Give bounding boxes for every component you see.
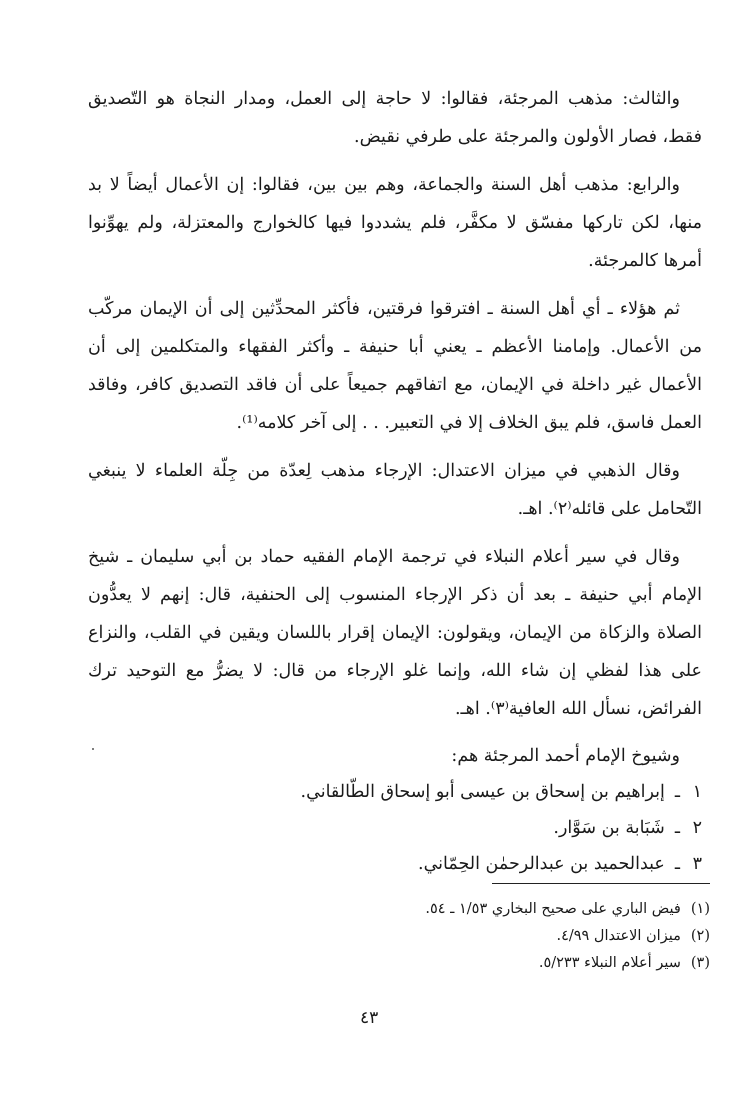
footnote-text: سير أعلام النبلاء ٥/٢٣٣. bbox=[538, 955, 681, 971]
footnote-mark: (٢) bbox=[690, 928, 710, 944]
page-number: ٤٣ bbox=[360, 1008, 379, 1028]
footnote-mark: (١) bbox=[690, 901, 710, 917]
list-item bbox=[88, 810, 702, 846]
list-item-dash: ـ bbox=[674, 818, 680, 838]
footnotes bbox=[425, 896, 710, 977]
list-item-number: ٢ bbox=[692, 818, 702, 838]
page-body bbox=[88, 80, 702, 882]
list-item-text: شَبَابة بن سَوَّار. bbox=[553, 818, 665, 838]
list-item-text: إبراهيم بن إسحاق بن عيسى أبو إسحاق الطّالقاني. bbox=[300, 782, 665, 802]
footnote bbox=[425, 950, 710, 977]
footnote bbox=[425, 896, 710, 923]
footnote-text: ميزان الاعتدال ٤/٩٩. bbox=[556, 928, 681, 944]
shaykhs-list bbox=[88, 774, 702, 882]
paragraph-text: ثم هؤلاء ـ أي أهل السنة ـ افترقوا فرقتين، فأكثر المحدِّثين إلى أن الإيمان مركّب من الأعمال. وإمامنا الأعظم ـ يعني أبا حنيفة ـ وأكثر الفقهاء والمتكلمين إلى أن الأعمال غير داخلة في الإيمان، مع اتفاقهم جميعاً على أن فاقد التصديق كافر، وفاقد العمل فاسق، فلم يبق الخلاف إلا في التعبير. . . إلى آخر كلامه⁽¹⁾. bbox=[88, 299, 702, 433]
paragraph-text: وقال في سير أعلام النبلاء في ترجمة الإمام الفقيه حماد بن أبي سليمان ـ شيخ الإمام أبي حنيفة ـ بعد أن ذكر الإرجاء المنسوب إلى الحنفية، قال: إنهم لا يعدُّون الصلاة والزكاة من الإيمان، ويقولون: الإيمان إقرار باللسان ويقين في القلب، والنزاع على هذا لفظي إن شاء الله، وإنما غلو الإرجاء من قال: لا يضرُّ مع التوحيد ترك الفرائض، نسأل الله العافية⁽٣⁾. اهـ. bbox=[88, 547, 702, 719]
list-item-number: ١ bbox=[692, 782, 702, 802]
paragraph-dhahabi-mizan bbox=[88, 452, 702, 528]
list-item bbox=[88, 774, 702, 810]
footnote-divider bbox=[492, 883, 710, 884]
footnote-text: فيض الباري على صحيح البخاري ١/٥٣ ـ ٥٤. bbox=[425, 901, 681, 917]
paragraph-fourth-view bbox=[88, 166, 702, 280]
list-item-number: ٣ bbox=[692, 854, 702, 874]
paragraph-third-view bbox=[88, 80, 702, 156]
list-intro: وشيوخ الإمام أحمد المرجئة هم: bbox=[451, 746, 680, 766]
list-item-text: عبدالحميد بن عبدالرحمٰن الحِمّاني. bbox=[418, 854, 665, 874]
paragraph-text: والثالث: مذهب المرجئة، فقالوا: لا حاجة إلى العمل، ومدار النجاة هو التّصديق فقط، فصار الأولون والمرجئة على طرفي نقيض. bbox=[88, 89, 702, 147]
paragraph-sunnah-split bbox=[88, 290, 702, 442]
list-item bbox=[88, 846, 702, 882]
paragraph-text: وقال الذهبي في ميزان الاعتدال: الإرجاء مذهب لِعدّة من جِلّة العلماء لا ينبغي التّحامل على قائله⁽٢⁾. اهـ. bbox=[88, 461, 702, 519]
paragraph-siyar bbox=[88, 538, 702, 728]
footnote bbox=[425, 923, 710, 950]
list-item-dash: ـ bbox=[674, 854, 680, 874]
paragraph-text: والرابع: مذهب أهل السنة والجماعة، وهم بين بين، فقالوا: إن الأعمال أيضاً لا بد منها، لكن تاركها مفسّق لا مكفَّر، فلم يشددوا فيها كالخوارج والمعتزلة، ولم يهوِّنوا أمرها كالمرجئة. bbox=[88, 175, 702, 271]
footnote-mark: (٣) bbox=[690, 955, 710, 971]
list-item-dash: ـ bbox=[674, 782, 680, 802]
scan-speck bbox=[92, 748, 94, 750]
